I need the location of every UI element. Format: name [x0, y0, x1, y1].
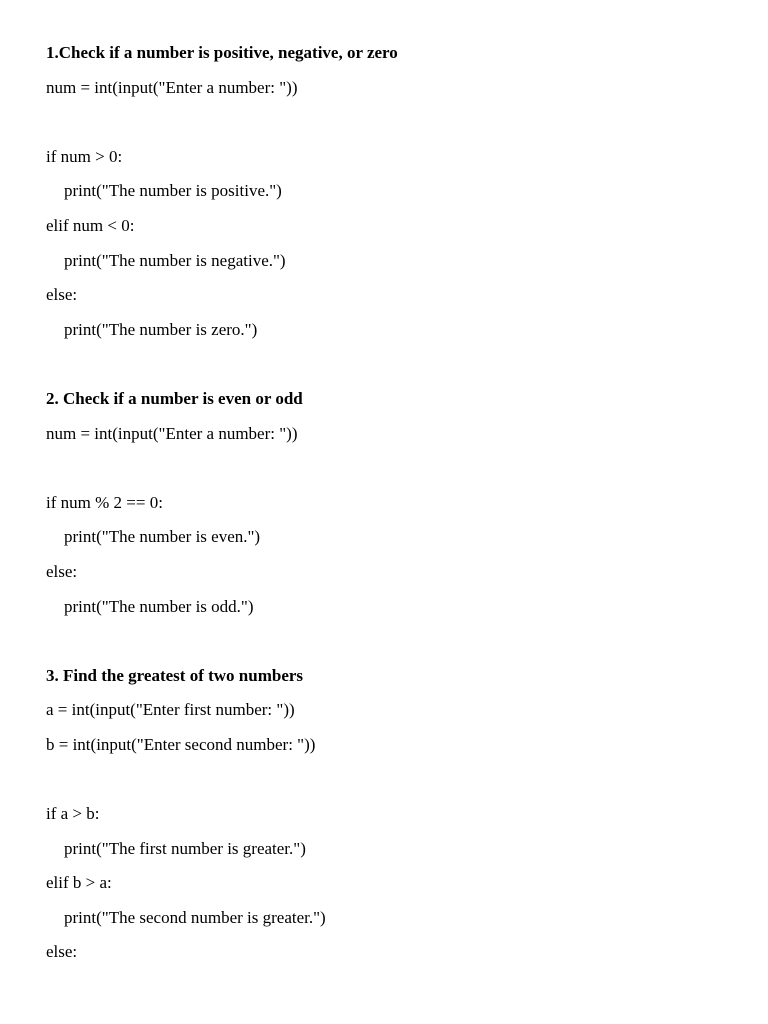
code-line: a = int(input("Enter first number: ")): [46, 700, 295, 720]
code-line: elif b > a:: [46, 873, 112, 893]
code-line: num = int(input("Enter a number: ")): [46, 77, 298, 97]
code-line: if num > 0:: [46, 146, 123, 166]
blank-line: [46, 624, 736, 659]
code-line: else:: [46, 285, 78, 305]
code-line: print("The number is even."): [64, 527, 261, 547]
blank-line: [46, 105, 736, 140]
code-line: else:: [46, 942, 78, 962]
code-line: if num % 2 == 0:: [46, 492, 163, 512]
code-line: b = int(input("Enter second number: ")): [46, 734, 316, 754]
blank-line: [46, 762, 736, 797]
code-line: num = int(input("Enter a number: ")): [46, 423, 298, 443]
document-page: [46, 36, 736, 970]
code-line: print("The number is positive."): [64, 181, 282, 201]
blank-line: [46, 451, 736, 486]
code-line: print("The number is odd."): [64, 596, 254, 616]
code-line: print("The first number is greater."): [64, 838, 306, 858]
section-heading: 2. Check if a number is even or odd: [46, 388, 303, 408]
code-line: elif num < 0:: [46, 215, 135, 235]
blank-line: [46, 347, 736, 382]
code-line: if a > b:: [46, 804, 100, 824]
code-line: print("The number is negative."): [64, 250, 286, 270]
code-line: print("The number is zero."): [64, 319, 258, 339]
section-heading: 3. Find the greatest of two numbers: [46, 665, 304, 685]
code-line: else:: [46, 561, 78, 581]
section-heading: 1.Check if a number is positive, negative, or zero: [46, 43, 398, 62]
code-line: print("The second number is greater."): [64, 907, 326, 927]
